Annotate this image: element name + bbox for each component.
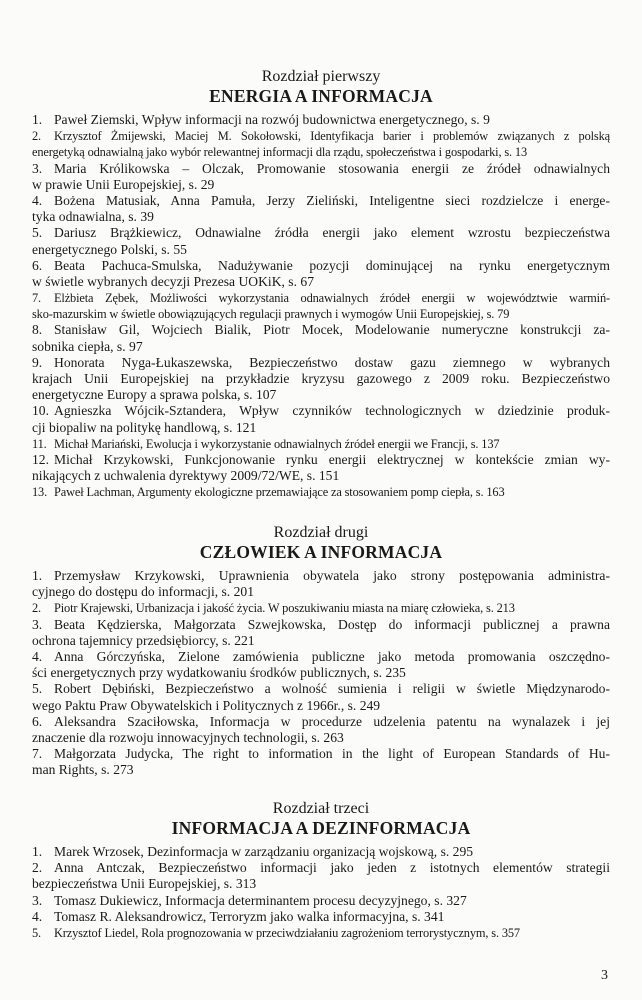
toc-entry-text: ochrona tajemnicy przedsiębiorcy, s. 221 [32, 632, 255, 648]
toc-entry-text: Anna Antczak, Bezpieczeństwo informacji jako jeden z istotnych elementów strategii [54, 860, 610, 876]
toc-entry-continuation [32, 306, 610, 322]
toc-entry-first-line [32, 649, 610, 665]
toc-entry [32, 112, 610, 128]
toc-entry-number: 1. [32, 112, 43, 127]
toc-entry-text: Dariusz Brążkiewicz, Odnawialne źródła energii jako element wzrostu bezpieczeństwa [54, 225, 610, 241]
toc-entry-first-line [32, 925, 610, 941]
toc-entry [32, 290, 610, 322]
toc-entry-number: 7. [32, 291, 41, 306]
toc-entry-text: Marek Wrzosek, Dezinformacja w zarządzaniu organizacją wojskową, s. 295 [54, 844, 474, 859]
toc-entry-number: 10. [32, 403, 49, 419]
toc-entry-text: Tomasz Dukiewicz, Informacja determinantem procesu decyzyjnego, s. 327 [54, 892, 467, 908]
toc-entry-text: energetycznego Polski, s. 55 [32, 241, 187, 257]
toc-entry-first-line [32, 681, 610, 697]
toc-entry-text: Stanisław Gil, Wojciech Bialik, Piotr Mocek, Modelowanie numeryczne konstrukcji za- [54, 322, 610, 338]
toc-entry-number: 2. [32, 129, 41, 144]
toc-entry-first-line [32, 844, 610, 860]
toc-entry [32, 600, 610, 616]
toc-entry-number: 12. [32, 451, 49, 467]
toc-entry [32, 844, 610, 860]
toc-entry-number: 1. [32, 568, 43, 583]
toc-entry [32, 161, 610, 193]
toc-entry-text: Agnieszka Wójcik-Sztandera, Wpływ czynników technologicznych w dziedzinie produk- [54, 403, 610, 419]
toc-entry [32, 568, 610, 600]
toc-entry [32, 452, 610, 484]
toc-entry-number: 1. [32, 844, 43, 859]
toc-entry-text: w świetle wybranych decyzji Prezesa UOKiK, s. 67 [32, 273, 314, 289]
toc-entry [32, 860, 610, 892]
toc-entry-first-line [32, 355, 610, 371]
chapter-title: ENERGIA A INFORMACJA [209, 86, 433, 106]
toc-entry-continuation [32, 371, 610, 387]
toc-entry [32, 893, 610, 909]
toc-entry-first-line [32, 452, 610, 468]
toc-entry-first-line [32, 568, 610, 584]
toc-entry-continuation [32, 665, 610, 681]
toc-entry [32, 909, 610, 925]
toc-entry [32, 322, 610, 354]
chapter-3 [32, 800, 610, 941]
toc-entry-first-line [32, 909, 610, 925]
toc-entry-text: Piotr Krajewski, Urbanizacja i jakość życia. W poszukiwaniu miasta na miarę człowieka, s. 213 [54, 601, 515, 616]
toc-entry-continuation [32, 876, 610, 892]
toc-entry-text: Krzysztof Liedel, Rola prognozowania w przeciwdziałaniu zagrożeniom terrorystycznym, s. 357 [54, 925, 520, 940]
toc-entry-first-line [32, 290, 610, 306]
toc-entry-number: 6. [32, 257, 43, 273]
toc-entry [32, 403, 610, 435]
chapter-items [32, 568, 610, 778]
toc-entry-text: Honorata Nyga-Łukaszewska, Bezpieczeństwo dostaw gazu ziemnego w wybranych [54, 354, 610, 370]
toc-entry-number: 8. [32, 322, 43, 338]
toc-entry-first-line [32, 746, 610, 762]
toc-entry-continuation [32, 339, 610, 355]
toc-entry-text: Michał Krzykowski, Funkcjonowanie rynku energii elektrycznej w kontekście zmian wy- [54, 451, 610, 467]
toc-entry-text: Anna Górczyńska, Zielone zamówienia publiczne jako metoda promowania oszczędno- [54, 648, 610, 664]
toc-entry-first-line [32, 436, 610, 452]
chapter-items [32, 844, 610, 941]
toc-entry-continuation [32, 698, 610, 714]
toc-entry-text: energetyczne Europy a sprawa polska, s. 107 [32, 387, 277, 403]
toc-entry-continuation [32, 468, 610, 484]
toc-entry [32, 436, 610, 452]
toc-entry-number: 2. [32, 860, 43, 876]
toc-entry-number: 7. [32, 746, 43, 762]
chapter-label: Rozdział pierwszy [261, 68, 381, 85]
toc-entry-text: Tomasz R. Aleksandrowicz, Terroryzm jako walka informacyjna, s. 341 [54, 908, 445, 924]
toc-entry [32, 128, 610, 160]
toc-entry-first-line [32, 161, 610, 177]
toc-entry [32, 617, 610, 649]
toc-entry-text: wego Paktu Praw Obywatelskich i Politycznych z 1966r., s. 249 [32, 697, 381, 713]
toc-entry-text: man Rights, s. 273 [32, 762, 134, 778]
toc-entry [32, 714, 610, 746]
toc-entry-text: Małgorzata Judycka, The right to information in the light of European Standards of Hu- [54, 746, 610, 762]
toc-entry [32, 484, 610, 500]
toc-entry-first-line [32, 893, 610, 909]
toc-entry-first-line [32, 860, 610, 876]
toc-entry-first-line [32, 484, 610, 500]
toc-entry-text: tyka odnawialna, s. 39 [32, 209, 154, 225]
toc-entry-number: 5. [32, 681, 43, 697]
toc-entry-text: Paweł Ziemski, Wpływ informacji na rozwój budownictwa energetycznego, s. 9 [54, 112, 490, 127]
toc-entry-text: cji biopaliw na politykę handlową, s. 121 [32, 419, 257, 435]
toc-entry-number: 2. [32, 601, 41, 616]
toc-entry [32, 746, 610, 778]
toc-entry-text: Maria Królikowska – Olczak, Promowanie stosowania energii ze źródeł odnawialnych [54, 160, 610, 176]
chapter-items [32, 112, 610, 501]
toc-entry-text: Przemysław Krzykowski, Uprawnienia obywatela jako strony postępowania administra- [54, 568, 610, 583]
toc-entry-continuation [32, 730, 610, 746]
toc-entry-text: Elżbieta Zębek, Możliwości wykorzystania odnawialnych źródeł energii w województwie warmiń- [54, 291, 610, 306]
toc-entry-text: Bożena Matusiak, Anna Pamuła, Jerzy Zieliński, Inteligentne sieci rozdzielcze i energe- [54, 192, 610, 208]
chapter-2 [32, 524, 610, 778]
toc-entry-text: Michał Mariański, Ewolucja i wykorzystanie odnawialnych źródeł energii we Francji, s. 137 [54, 436, 500, 451]
toc-entry-continuation [32, 177, 610, 193]
toc-entry [32, 225, 610, 257]
toc-entry-continuation [32, 633, 610, 649]
toc-entry-continuation [32, 387, 610, 403]
toc-entry-text: krajach Unii Europejskiej na przykładzie kryzysu gazowego z 2009 roku. Bezpieczeństwo [32, 371, 610, 386]
toc-entry-text: energetyką odnawialną jako wybór relewantnej informacji dla rządu, społeczeństwa i gospodarki, s. 13 [32, 145, 528, 160]
toc-entry-number: 5. [32, 925, 41, 940]
toc-entry [32, 649, 610, 681]
toc-entry-first-line [32, 193, 610, 209]
toc-entry [32, 355, 610, 404]
toc-entry-continuation [32, 762, 610, 778]
chapter-title: CZŁOWIEK A INFORMACJA [199, 542, 443, 562]
chapter-label: Rozdział drugi [273, 524, 369, 541]
toc-entry-text: ści energetycznych przy wydatkowaniu środków publicznych, s. 235 [32, 665, 406, 681]
toc-entry-number: 3. [32, 160, 43, 176]
toc-entry-number: 9. [32, 354, 43, 370]
toc-entry-number: 3. [32, 616, 43, 632]
toc-entry-first-line [32, 258, 610, 274]
toc-entry-text: Beata Pachuca-Smulska, Nadużywanie pozycji dominującej na rynku energetycznym [54, 257, 610, 273]
toc-entry-first-line [32, 128, 610, 144]
chapter-title: INFORMACJA A DEZINFORMACJA [171, 818, 471, 838]
toc-entry-continuation [32, 144, 610, 160]
toc-entry-text: Aleksandra Szaciłowska, Informacja w procedurze udzelenia patentu na wynalazek i jej [54, 713, 610, 729]
toc-entry-text: sobnika ciepła, s. 97 [32, 338, 143, 354]
toc-entry-text: bezpieczeństwa Unii Europejskiej, s. 313 [32, 876, 257, 892]
toc-entry-number: 4. [32, 648, 43, 664]
toc-entry-text: sko-mazurskim w świetle obowiązujących regulacji prawnych i wymogów Unii Europejskiej, s. 79 [32, 307, 510, 322]
toc-entry-text: Paweł Lachman, Argumenty ekologiczne przemawiające za stosowaniem pomp ciepła, s. 163 [54, 485, 505, 500]
chapter-1 [32, 68, 610, 501]
toc-entry-first-line [32, 403, 610, 419]
toc-entry-number: 4. [32, 908, 43, 924]
toc-entry-continuation [32, 209, 610, 225]
toc-entry [32, 193, 610, 225]
toc-entry-text: Robert Dębiński, Bezpieczeństwo a wolność sumienia i religii w świetle Międzynarodo- [54, 681, 610, 697]
toc-entry-number: 6. [32, 713, 43, 729]
toc-entry-number: 5. [32, 225, 43, 241]
toc-entry-first-line [32, 600, 610, 616]
toc-entry-number: 11. [32, 436, 47, 451]
toc-entry-number: 13. [32, 485, 48, 500]
toc-entry-text: nikających z uchwalenia dyrektywy 2009/72/WE, s. 151 [32, 468, 340, 484]
toc-entry-continuation [32, 242, 610, 258]
toc-entry-first-line [32, 112, 610, 128]
toc-entry-text: w prawie Unii Europejskiej, s. 29 [32, 176, 215, 192]
toc-entry [32, 681, 610, 713]
toc-entry [32, 258, 610, 290]
toc-entry-first-line [32, 714, 610, 730]
toc-entry-first-line [32, 322, 610, 338]
toc-entry-first-line [32, 225, 610, 241]
toc-entry-text: Beata Kędzierska, Małgorzata Szwejkowska, Dostęp do informacji publicznej a prawna [54, 616, 610, 632]
toc-entry-number: 4. [32, 192, 43, 208]
toc-entry-continuation [32, 584, 610, 600]
toc-entry-text: Krzysztof Żmijewski, Maciej M. Sokołowski, Identyfikacja barier i problemów związanych z polską [54, 129, 610, 144]
toc-entry-text: znaczenie dla rozwoju innowacyjnych technologii, s. 263 [32, 729, 344, 745]
toc-entry [32, 925, 610, 941]
toc-entry-first-line [32, 617, 610, 633]
toc-entry-number: 3. [32, 892, 43, 908]
page-number: 3 [601, 968, 608, 983]
toc-entry-continuation [32, 274, 610, 290]
chapter-label: Rozdział trzeci [272, 800, 370, 817]
toc-entry-text: cyjnego do dostępu do informacji, s. 201 [32, 584, 254, 600]
toc-entry-continuation [32, 420, 610, 436]
